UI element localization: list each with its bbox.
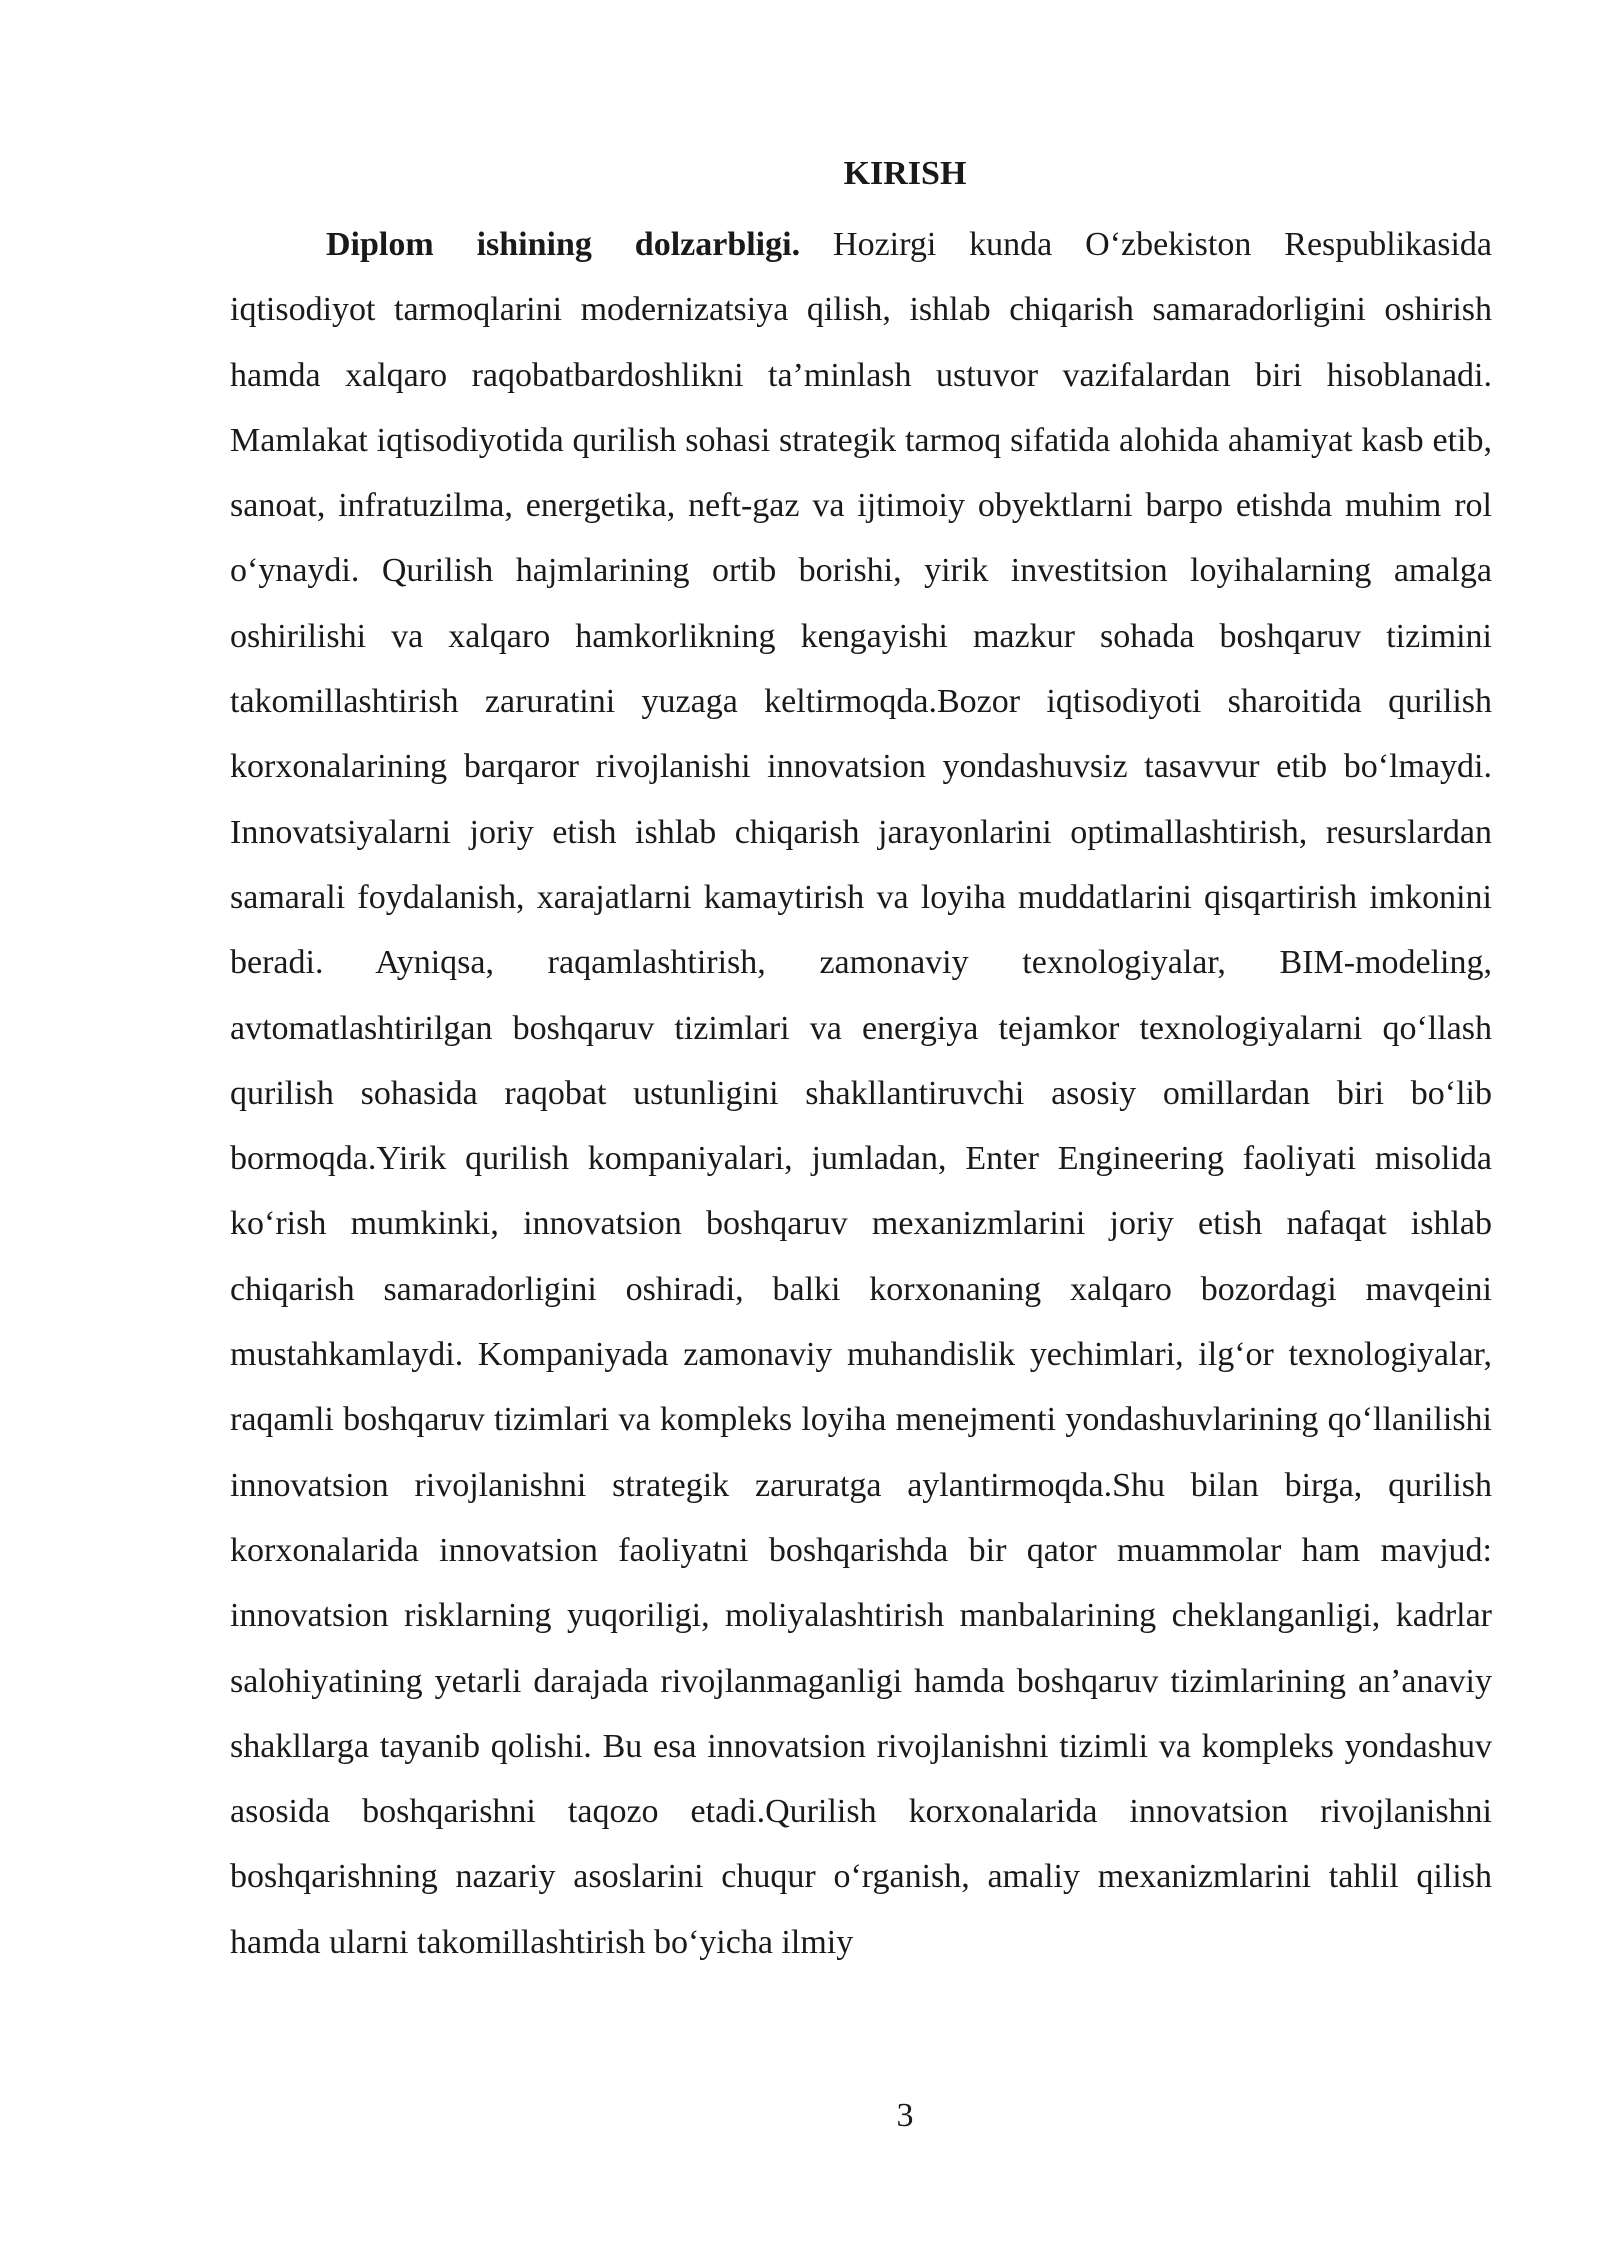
page-number: 3 <box>896 2097 914 2134</box>
body-paragraph <box>230 212 1492 1975</box>
lead-phrase: Diplom ishining dolzarbligi. <box>326 226 801 263</box>
paragraph-text: Hozirgi kunda O‘zbekiston Respublikasida iqtisodiyot tarmoqlarini modernizatsiya qilish, ishlab chiqarish samaradorligini oshirish hamda xalqaro raqobatbardoshlikni ta’minlash ustuvor vazifalardan biri hisoblanadi. Mamlakat iqtisodiyotida qurilish sohasi strategik tarmoq sifatida alohida ahamiyat kasb etib, sanoat, infratuzilma, energetika, neft-gaz va ijtimoiy obyektlarni barpo etishda muhim rol o‘ynaydi. Qurilish hajmlarining ortib borishi, yirik investitsion loyihalarning amalga oshirilishi va xalqaro hamkorlikning kengayishi mazkur sohada boshqaruv tizimini takomillashtirish zaruratini yuzaga keltirmoqda.Bozor iqtisodiyoti sharoitida qurilish korxonalarining barqaror rivojlanishi innovatsion yondashuvsiz tasavvur etib bo‘lmaydi. Innovatsiyalarni joriy etish ishlab chiqarish jarayonlarini optimallashtirish, resurslardan samarali foydalanish, xarajatlarni kamaytirish va loyiha muddatlarini qisqartirish imkonini beradi. Ayniqsa, raqamlashtirish, zamonaviy texnologiyalar, BIM-modeling, avtomatlashtirilgan boshqaruv tizimlari va energiya tejamkor texnologiyalarni qo‘llash qurilish sohasida raqobat ustunligini shakllantiruvchi asosiy omillardan biri bo‘lib bormoqda.Yirik qurilish kompaniyalari, jumladan, Enter Engineering faoliyati misolida ko‘rish mumkinki, innovatsion boshqaruv mexanizmlarini joriy etish nafaqat ishlab chiqarish samaradorligini oshiradi, balki korxonaning xalqaro bozordagi mavqeini mustahkamlaydi. Kompaniyada zamonaviy muhandislik yechimlari, ilg‘or texnologiyalar, raqamli boshqaruv tizimlari va kompleks loyiha menejmenti yondashuvlarining qo‘llanilishi innovatsion rivojlanishni strategik zaruratga aylantirmoqda.Shu bilan birga, qurilish korxonalarida innovatsion faoliyatni boshqarishda bir qator muammolar ham mavjud: innovatsion risklarning yuqoriligi, moliyalashtirish manbalarining cheklanganligi, kadrlar salohiyatining yetarli darajada rivojlanmaganligi hamda boshqaruv tizimlarining an’anaviy shakllarga tayanib qolishi. Bu esa innovatsion rivojlanishni tizimli va kompleks yondashuv asosida boshqarishni taqozo etadi.Qurilish korxonalarida innovatsion rivojlanishni boshqarishning nazariy asoslarini chuqur o‘rganish, amaliy mexanizmlarini tahlil qilish hamda ularni takomillashtirish bo‘yicha ilmiy <box>230 226 1493 1961</box>
section-heading: KIRISH <box>843 155 967 192</box>
